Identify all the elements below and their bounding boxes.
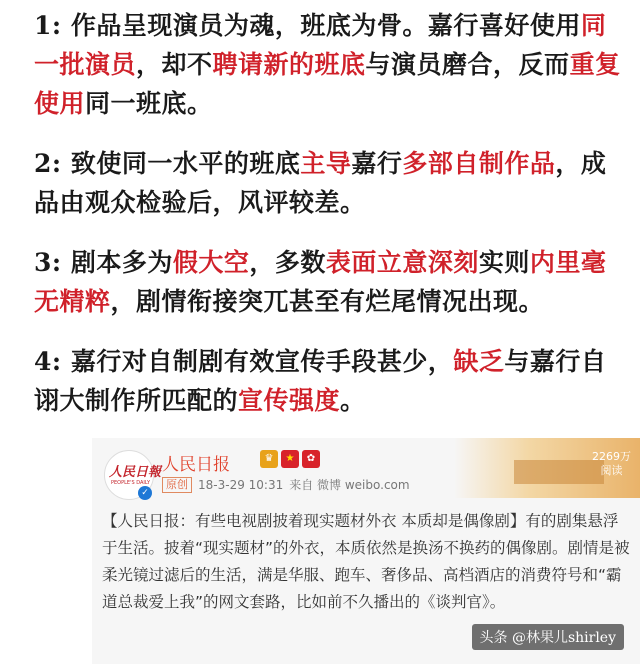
highlight-text: 同一批演员 [34, 11, 607, 79]
china-flag-icon: ★ [281, 450, 299, 468]
paragraph-text: 4: 嘉行对自制剧有效宣传手段甚少， [34, 347, 454, 376]
highlight-text: 假大空 [172, 248, 250, 277]
hongkong-flag-icon: ✿ [302, 450, 320, 468]
paragraph-text: 实则 [478, 248, 530, 277]
paragraph-text: 1: 作品呈现演员为魂，班底为骨。嘉行喜好使用 [34, 11, 581, 40]
paragraph-text: 2: 致使同一水平的班底 [34, 149, 301, 178]
post-source: 来自 微博 weibo.com [289, 478, 410, 492]
paragraph-text: ，剧情衔接突兀甚至有烂尾情况出现。 [110, 287, 545, 316]
highlight-text: 重复使用 [34, 50, 621, 118]
avatar-sub-text: PEOPLE'S DAILY [111, 480, 151, 486]
view-count-label: 阅读 [600, 464, 623, 477]
highlight-text: 宣传强度 [238, 386, 341, 415]
account-badges [260, 450, 320, 468]
point-paragraph [34, 6, 624, 123]
vip-badge-icon: ♛ [260, 450, 278, 468]
highlight-text: 表面立意深刻 [325, 248, 479, 277]
post-time: 18-3-29 10:31 [198, 477, 284, 492]
paragraph-text: 。 [340, 386, 366, 415]
post-meta [162, 476, 410, 493]
account-name[interactable]: 人民日报 [162, 455, 230, 475]
header-banner-image [454, 438, 640, 498]
highlight-text: 主导 [300, 149, 352, 178]
highlight-text: 多部自制作品 [402, 149, 556, 178]
paragraph-text: ，多数 [249, 248, 326, 277]
point-paragraph [34, 144, 624, 222]
paragraph-text: 与演员磨合，反而 [365, 50, 570, 79]
great-wall-image [514, 460, 604, 484]
avatar-logo-text: 人民日報 [109, 465, 162, 480]
paragraph-text: 与嘉行自诩大制作所匹配的 [34, 347, 607, 415]
paragraph-text: 同一班底。 [85, 89, 213, 118]
paragraph-text: ，却不 [136, 50, 213, 79]
view-count [592, 450, 631, 478]
view-count-value: 2269万 [592, 450, 631, 463]
paragraph-text: 嘉行 [351, 149, 403, 178]
original-tag: 原创 [162, 477, 192, 493]
paragraph-text: 3: 剧本多为 [34, 248, 173, 277]
highlight-text: 缺乏 [453, 347, 505, 376]
watermark: 头条 @林果儿shirley [472, 624, 625, 650]
highlight-text: 内里毫无精粹 [34, 248, 607, 316]
verified-badge-icon: ✓ [138, 486, 152, 500]
commentary-text [34, 6, 624, 441]
post-body: 【人民日报：有些电视剧披着现实题材外衣 本质却是偶像剧】有的剧集悬浮于生活。披着“现实题材”的外衣，本质依然是换汤不换药的偶像剧。剧情是被柔光镜过滤后的生活，满是华服、跑车、奢侈品、高档酒店的消费符号和“霸道总裁爱上我”的网文套路，比如前不久播出的《谈判官》。 [102, 512, 630, 611]
point-paragraph [34, 243, 624, 321]
highlight-text: 聘请新的班底 [212, 50, 366, 79]
paragraph-text: ，成品由观众检验后，风评较差。 [34, 149, 607, 217]
point-paragraph [34, 342, 624, 420]
